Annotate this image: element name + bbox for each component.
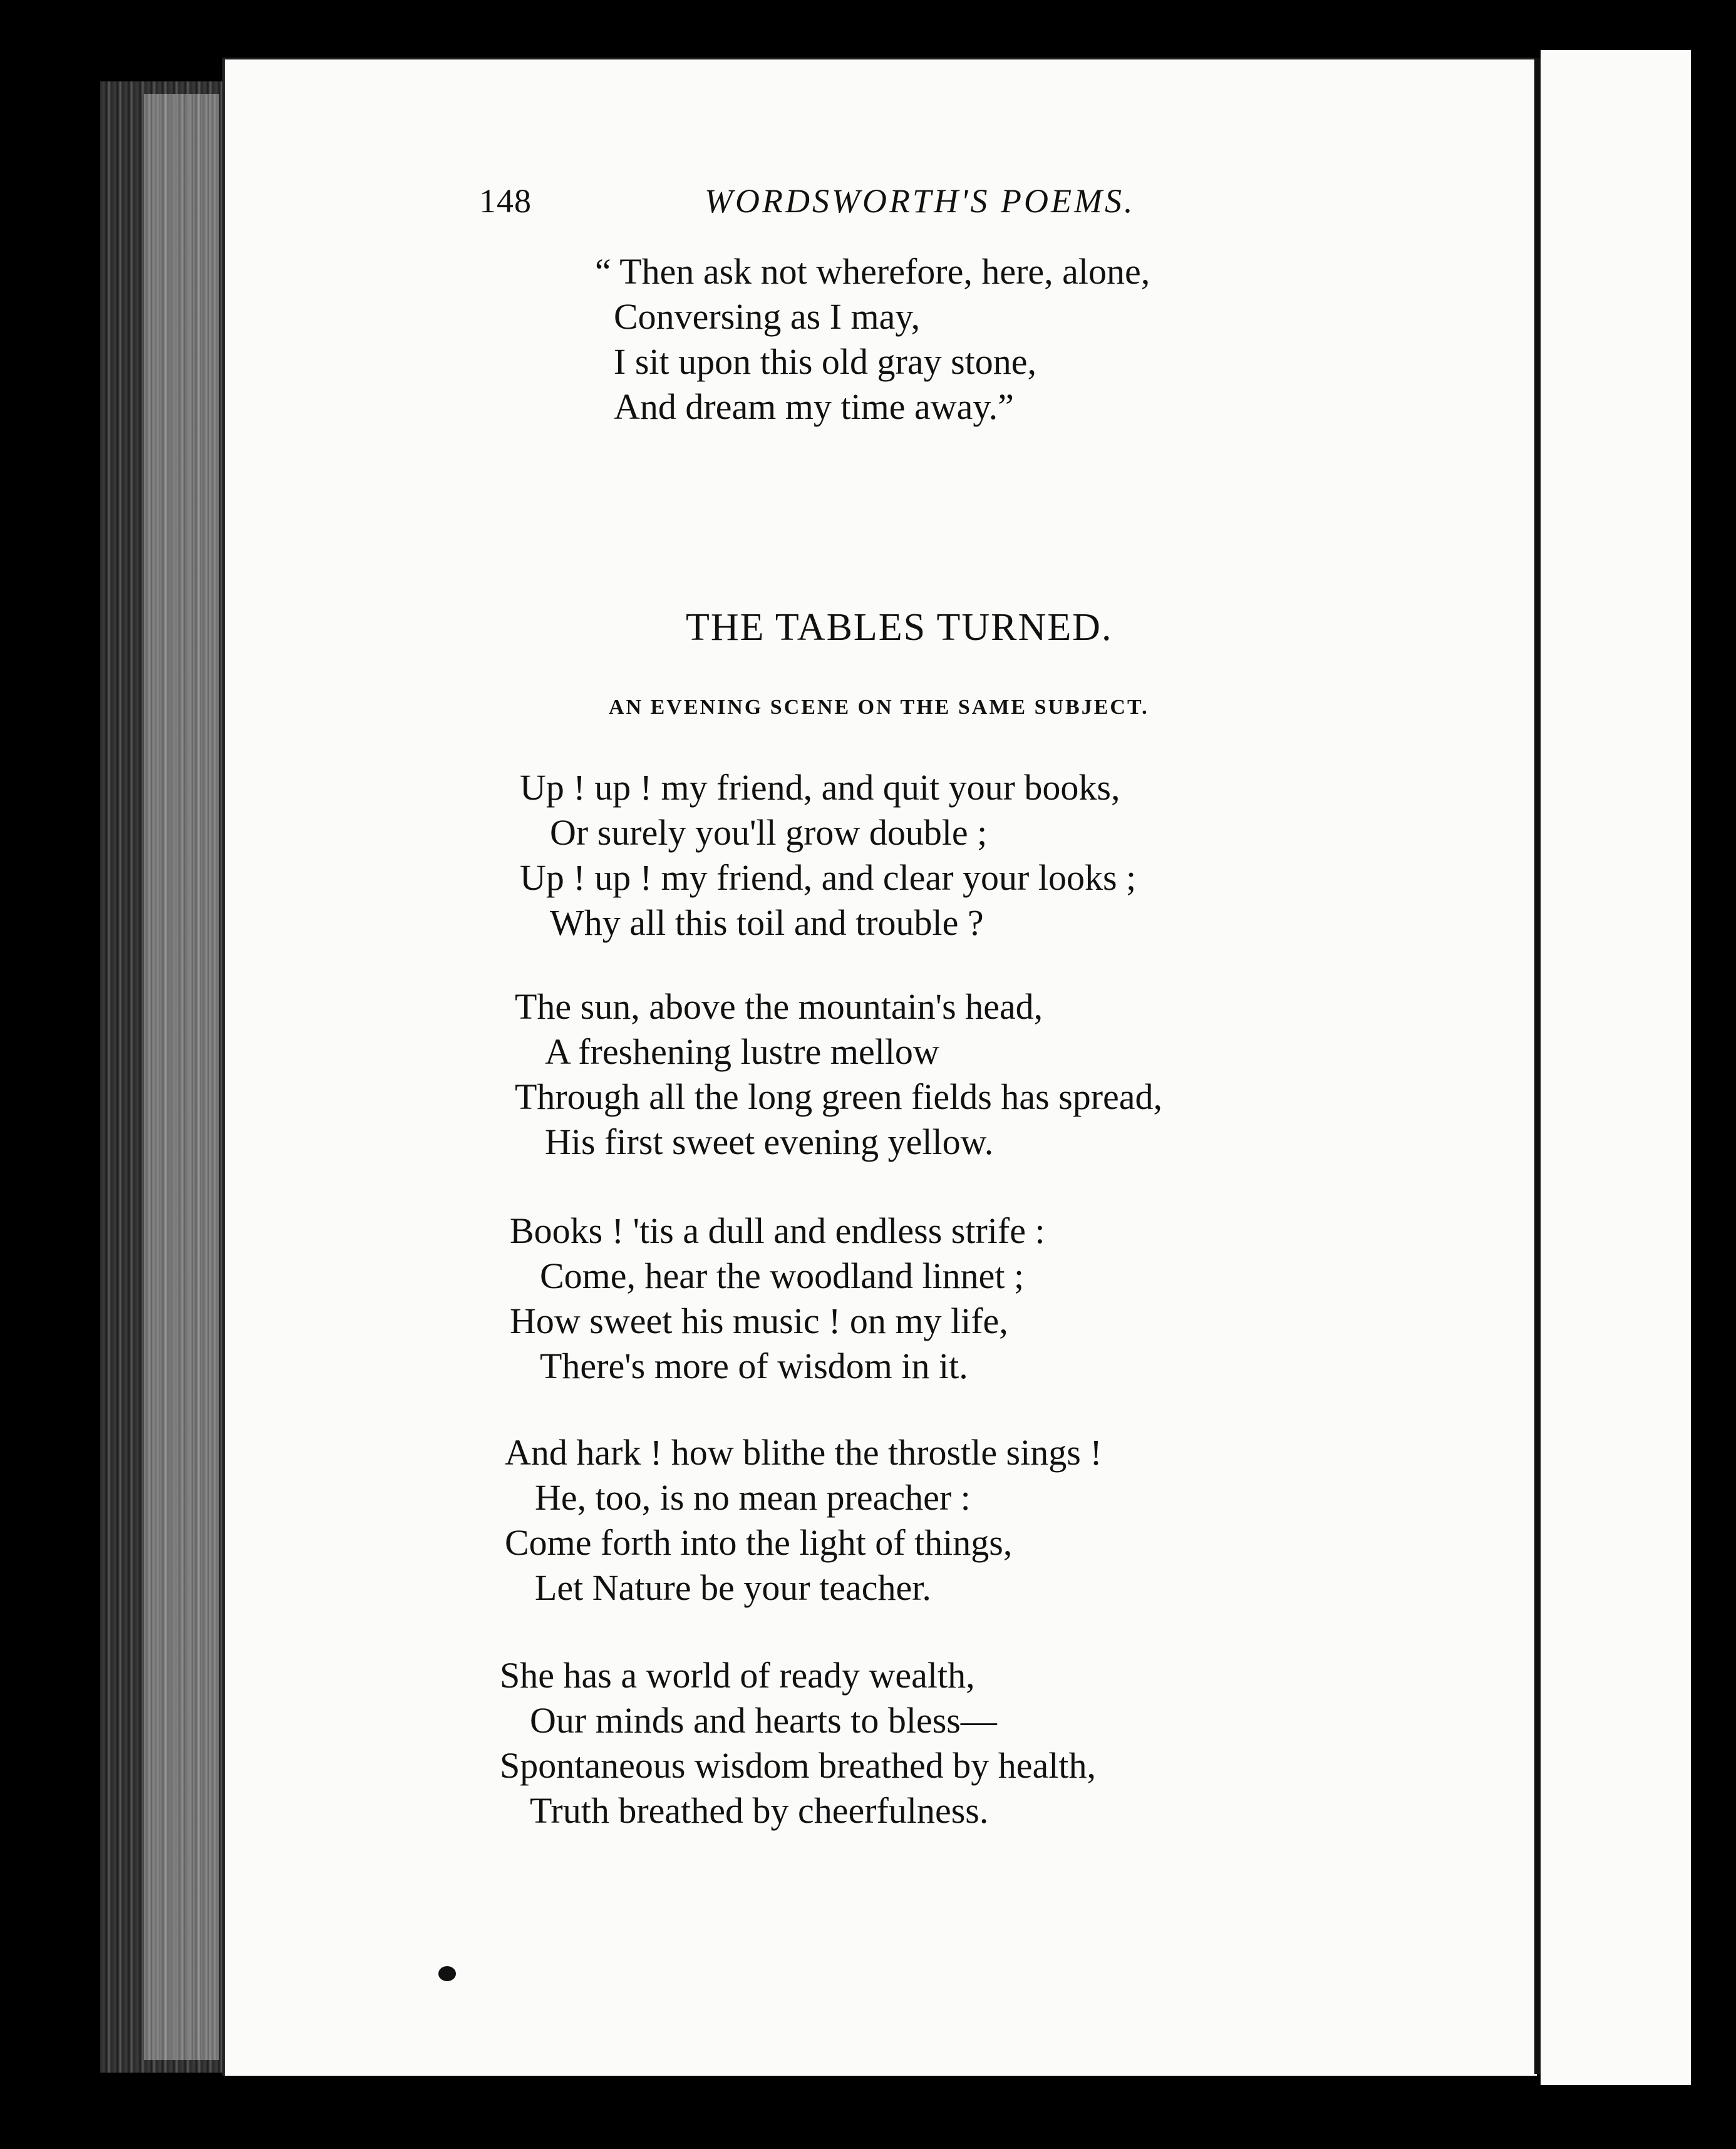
verse-line: He, too, is no mean preacher : [535,1477,971,1518]
opening-stanza [595,249,1150,430]
verse-line: Come, hear the woodland linnet ; [540,1255,1025,1296]
verse-line: Through all the long green fields has spread, [515,1076,1163,1117]
verse-line: And dream my time away.” [614,386,1014,427]
page-edge-highlight [144,94,219,2060]
stanza-4 [505,1430,1102,1610]
verse-line: His first sweet evening yellow. [545,1121,994,1162]
stanza-3 [510,1208,1045,1389]
verse-line: Up ! up ! my friend, and quit your books, [520,767,1120,808]
verse-line: Let Nature be your teacher. [535,1567,931,1608]
verse-line: Come forth into the light of things, [505,1522,1013,1563]
stanza-1 [520,765,1136,946]
page-number: 148 [479,182,532,220]
stanza-2 [515,984,1162,1165]
running-header [479,179,1168,223]
verse-line: And hark ! how blithe the throstle sings ! [505,1432,1102,1473]
verse-line: Conversing as I may, [614,296,921,337]
verse-line: A freshening lustre mellow [545,1031,939,1072]
running-title: WORDSWORTH'S POEMS. [705,182,1135,220]
verse-line: The sun, above the mountain's head, [515,986,1043,1027]
facing-page-edge [1541,50,1691,2085]
ink-blot [438,1966,456,1981]
poem-subtitle: AN EVENING SCENE ON THE SAME SUBJECT. [609,696,1149,719]
verse-line: How sweet his music ! on my life, [510,1301,1008,1341]
verse-line: Why all this toil and trouble ? [550,902,984,943]
verse-line: Spontaneous wisdom breathed by health, [500,1745,1096,1786]
verse-line: There's more of wisdom in it. [540,1346,968,1386]
page-gutter [1534,58,1541,2074]
verse-line: She has a world of ready wealth, [500,1655,975,1696]
stanza-5 [500,1653,1096,1833]
verse-line: I sit upon this old gray stone, [614,341,1037,382]
verse-line: Truth breathed by cheerfulness. [530,1790,989,1831]
verse-line: Up ! up ! my friend, and clear your looks ; [520,857,1137,898]
verse-line: “ Then ask not wherefore, here, alone, [595,251,1150,292]
verse-line: Our minds and hearts to bless— [530,1700,997,1741]
verse-line: Or surely you'll grow double ; [550,812,988,853]
verse-line: Books ! 'tis a dull and endless strife : [510,1210,1045,1251]
poem-title: THE TABLES TURNED. [686,606,1113,649]
scan-border-right [1691,0,1736,2149]
